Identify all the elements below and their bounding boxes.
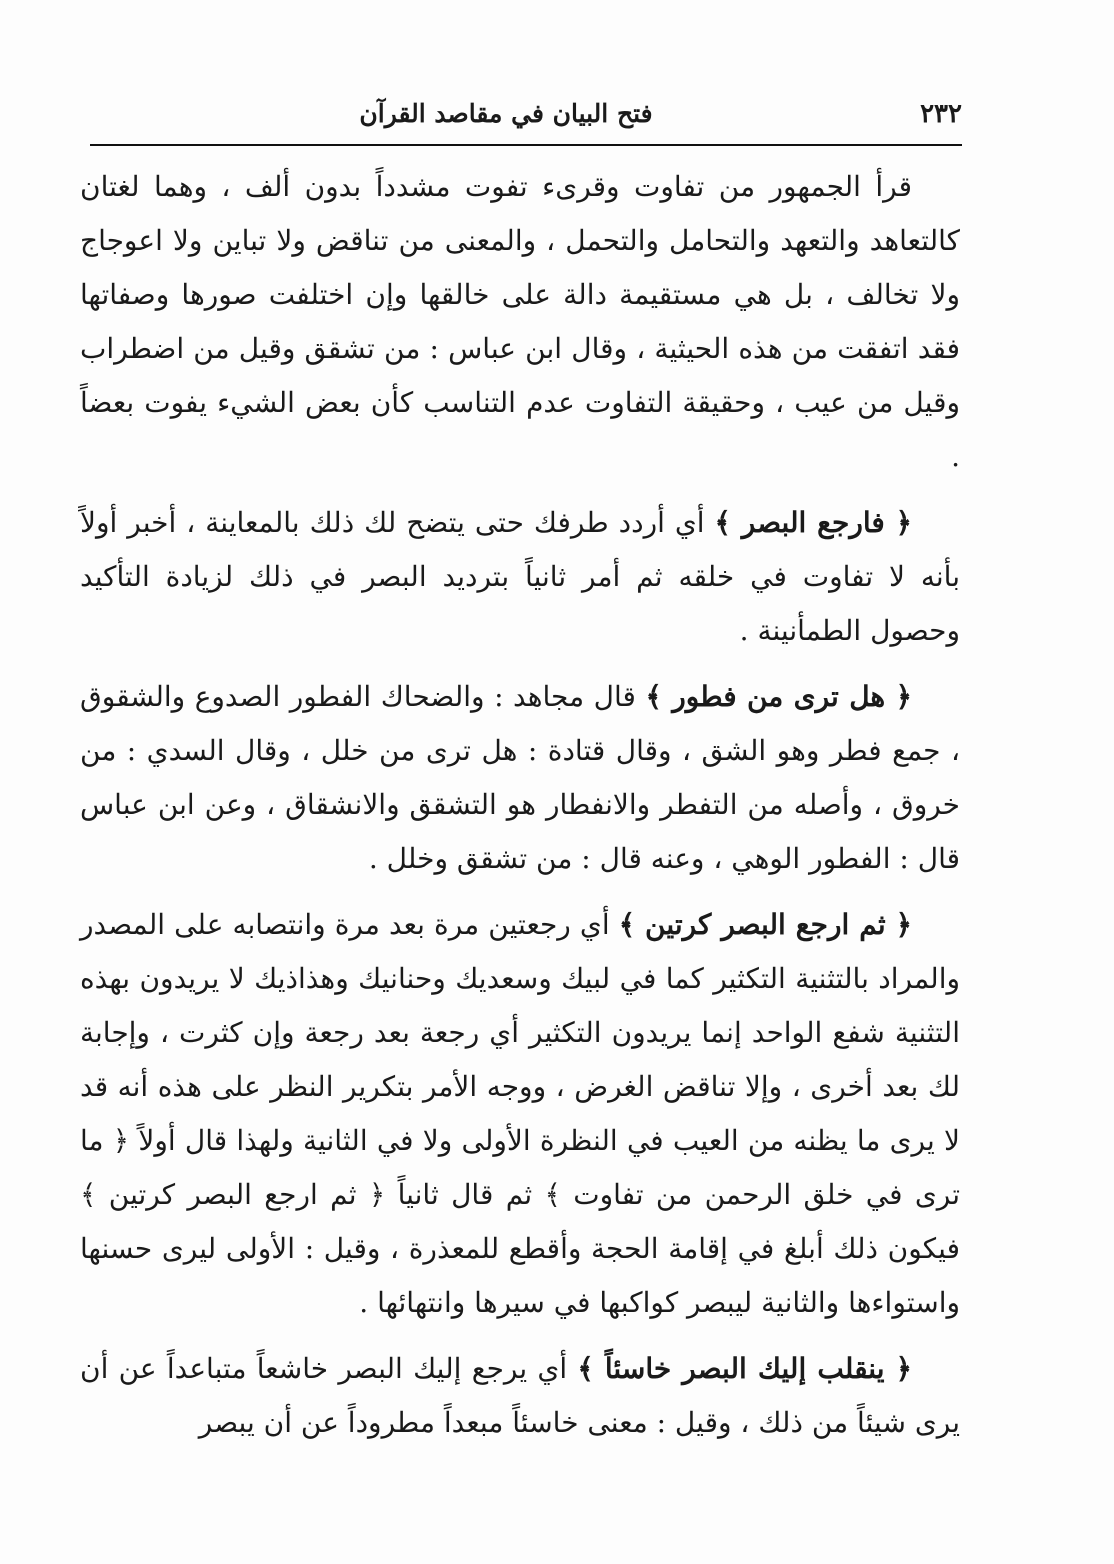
- quran-quote: ﴿ فارجع البصر ﴾: [714, 506, 912, 539]
- paragraph-text: أي أردد طرفك حتى يتضح لك ذلك بالمعاينة ، أخبر أولاً بأنه لا تفاوت في خلقه ثم أمر ثانياً بترديد البصر في ذلك لزيادة التأكيد وحصول الطمأنينة .: [80, 506, 960, 647]
- page-header: [90, 92, 962, 142]
- body-text: [80, 160, 960, 1462]
- quran-quote: ﴿ هل ترى من فطور ﴾: [645, 680, 912, 713]
- paragraph: [80, 496, 960, 658]
- page-number: ٢٣٢: [920, 99, 962, 129]
- paragraph: [80, 670, 960, 886]
- paragraph-text: قال مجاهد : والضحاك الفطور الصدوع والشقوق ، جمع فطر وهو الشق ، وقال قتادة : هل ترى من خلل ، وقال السدي : من خروق ، وأصله من التفطر والانفطار هو التشقق والانشقاق ، وعن ابن عباس قال : الفطور الوهي ، وعنه قال : من تشقق وخلل .: [80, 680, 960, 875]
- paragraph: [80, 160, 960, 484]
- quran-quote: ﴿ ثم ارجع البصر كرتين ﴾: [618, 908, 912, 941]
- paragraph-text: أي يرجع إليك البصر خاشعاً متباعداً عن أن يرى شيئاً من ذلك ، وقيل : معنى خاسئاً مبعداً مطروداً عن أن يبصر: [80, 1352, 960, 1439]
- paragraph-text: أي رجعتين مرة بعد مرة وانتصابه على المصدر والمراد بالتثنية التكثير كما في لبيك وسعديك وحنانيك وهذاذيك لا يريدون بهذه التثنية شفع الواحد إنما يريدون التكثير أي رجعة بعد رجعة وإن كثرت ، وإجابة لك بعد أخرى ، وإلا تناقض الغرض ، ووجه الأمر بتكرير النظر على هذه أنه قد لا يرى ما يظنه من العيب في النظرة الأولى ولا في الثانية ولهذا قال أولاً ﴿ ما ترى في خلق الرحمن من تفاوت ﴾ ثم قال ثانياً ﴿ ثم ارجع البصر كرتين ﴾ فيكون ذلك أبلغ في إقامة الحجة وأقطع للمعذرة ، وقيل : الأولى ليرى حسنها واستواءها والثانية ليبصر كواكبها في سيرها وانتهائها .: [80, 908, 960, 1319]
- paragraph: [80, 1342, 960, 1450]
- paragraph-text: قرأ الجمهور من تفاوت وقرىء تفوت مشدداً بدون ألف ، وهما لغتان كالتعاهد والتعهد والتحامل والتحمل ، والمعنى من تناقض ولا تباين ولا اعوجاج ولا تخالف ، بل هي مستقيمة دالة على خالقها وإن اختلفت صورها وصفاتها فقد اتفقت من هذه الحيثية ، وقال ابن عباس : من تشقق وقيل من اضطراب وقيل من عيب ، وحقيقة التفاوت عدم التناسب كأن بعض الشيء يفوت بعضاً .: [80, 170, 960, 473]
- paragraph: [80, 898, 960, 1330]
- running-title: فتح البيان في مقاصد القرآن: [359, 99, 653, 128]
- quran-quote: ﴿ ينقلب إليك البصر خاسئاً ﴾: [577, 1352, 913, 1385]
- header-rule: [90, 144, 962, 146]
